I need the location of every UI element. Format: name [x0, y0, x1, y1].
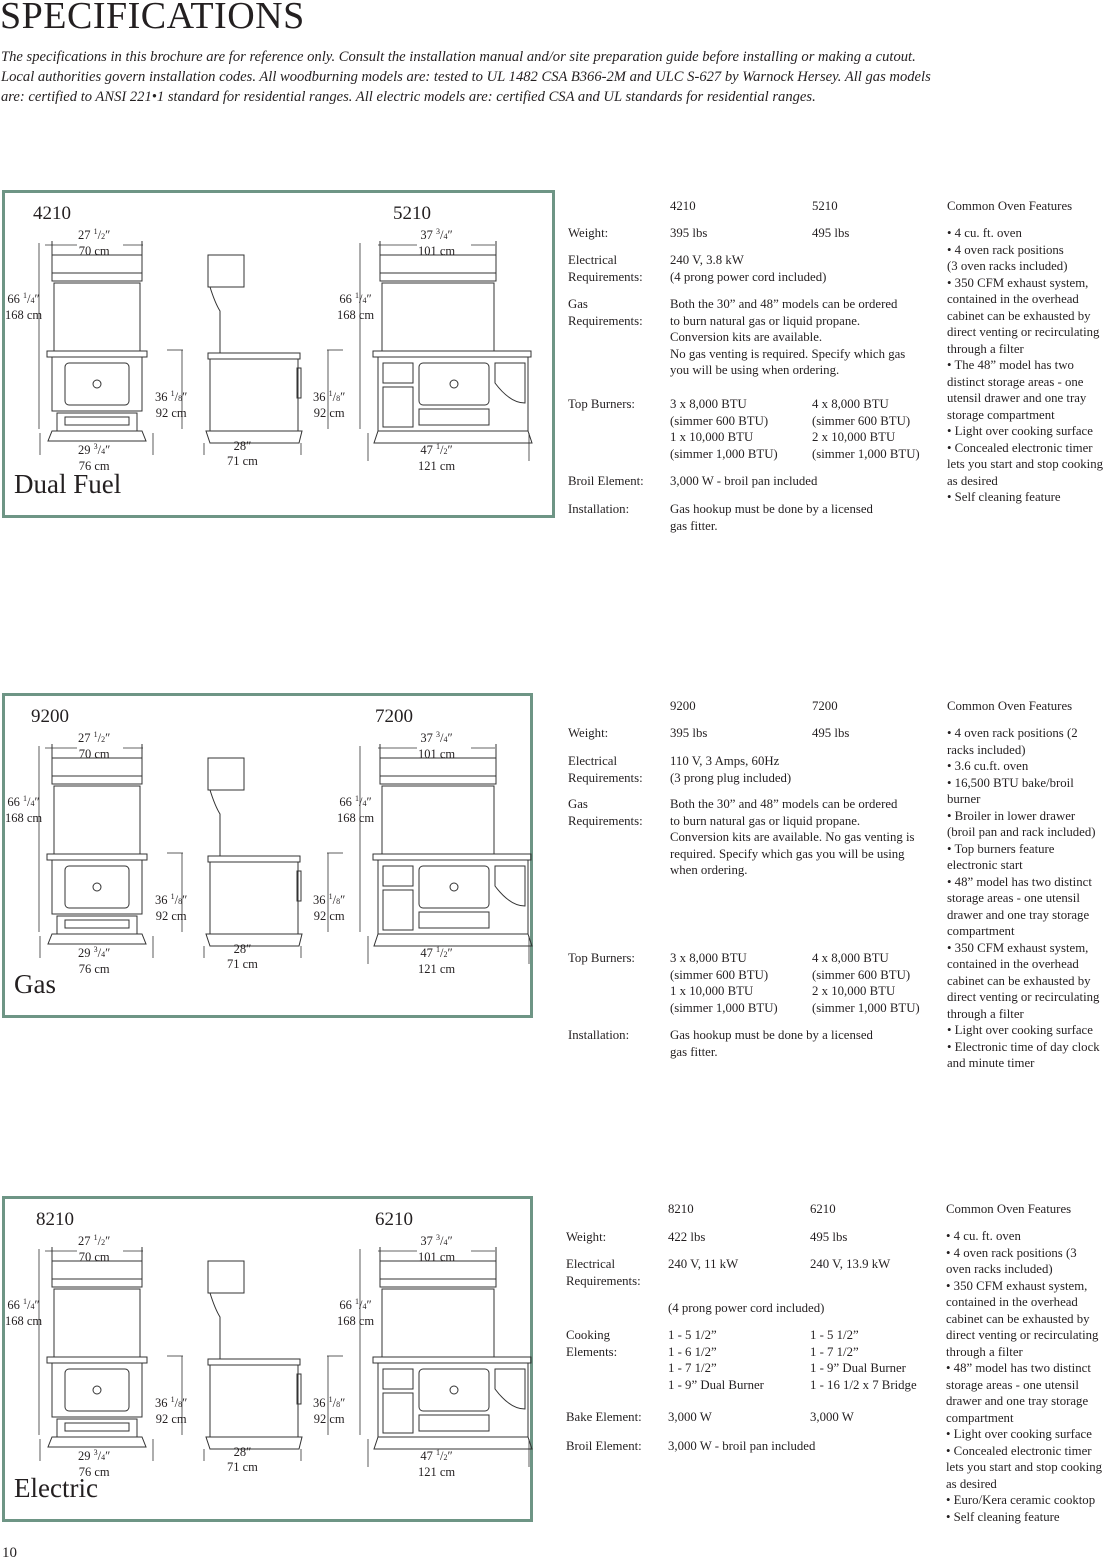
spec-value-model-a: 3,000 W — [668, 1410, 712, 1424]
features-list — [946, 1228, 1104, 1525]
spec-label: Electrical Requirements: — [568, 754, 643, 785]
features-list — [947, 225, 1104, 506]
dim-height-narrow-cm: 168 cm — [5, 811, 43, 826]
spec-value-model-b: 495 lbs — [812, 726, 850, 740]
spec-value-model-a: 240 V, 11 kW — [668, 1257, 739, 1271]
dim-depth-cm: 71 cm — [227, 454, 258, 468]
spec-label: Weight: — [568, 726, 609, 740]
dim-counter-height-cm: 92 cm — [155, 1412, 187, 1427]
dim-wide-width-inches: 37 $^3$/4″ — [420, 227, 453, 243]
spec-label: Gas Requirements: — [568, 297, 643, 328]
range-diagram-panel — [2, 693, 533, 1018]
spec-label: Cooking Elements: — [566, 1328, 618, 1359]
dim-wide-width-inches: 37 $^3$/4″ — [420, 730, 453, 746]
spec-value-model-b: 240 V, 13.9 kW — [810, 1257, 891, 1271]
feature-item: • Light over cooking surface — [947, 424, 1093, 438]
spec-label: Top Burners: — [568, 951, 635, 965]
range-diagram-panel — [2, 190, 555, 518]
page-number: 10 — [2, 1545, 17, 1561]
dim-wide-base-inches: 47 $^1$/2″ — [420, 1448, 453, 1464]
fuel-type-label: Electric — [14, 1473, 98, 1503]
feature-item: • Euro/Kera ceramic cooktop — [946, 1493, 1096, 1507]
dim-depth-inches: 28″ — [233, 942, 252, 956]
features-list — [947, 725, 1104, 1072]
spec-table — [566, 1201, 1104, 1561]
dim-height-narrow — [5, 1294, 42, 1329]
dim-wide-width-inches: 37 $^3$/4″ — [420, 1233, 453, 1249]
spec-value-model-a: 395 lbs — [670, 226, 708, 240]
dim-narrow-base-cm: 76 cm — [78, 1465, 110, 1480]
page-title: SPECIFICATIONS — [0, 0, 305, 37]
spec-value-model-a: 3,000 W - broil pan included — [668, 1439, 816, 1453]
spec-value-model-a: 3,000 W - broil pan included — [670, 474, 818, 488]
spec-value-model-b: 4 x 8,000 BTU (simmer 600 BTU) 2 x 10,000 BTU (simmer 1,000 BTU) — [812, 397, 920, 461]
dim-wide-width-cm: 101 cm — [418, 1250, 456, 1265]
spec-value-model-b: 1 - 5 1/2” 1 - 7 1/2” 1 - 9” Dual Burner 1 - 16 1/2 x 7 Bridge — [810, 1328, 917, 1392]
dim-narrow-width-cm: 70 cm — [78, 244, 110, 259]
dim-counter-height-inches: 36 $^1$/8″ — [155, 389, 188, 405]
model-number-wide: 5210 — [393, 203, 431, 224]
dim-wide-width-cm: 101 cm — [418, 747, 456, 762]
model-number-wide: 7200 — [375, 706, 413, 727]
dim-height-wide — [337, 288, 374, 323]
spec-value-model-a: 422 lbs — [668, 1230, 706, 1244]
dim-wide-base-cm: 121 cm — [418, 962, 456, 977]
dim-counter-height — [155, 889, 187, 924]
dim-height-wide-cm: 168 cm — [337, 811, 375, 826]
dim-height-wide — [337, 1294, 374, 1329]
dim-height-narrow — [5, 288, 42, 323]
dim-height-narrow-inches: 66 $^1$/4″ — [7, 794, 40, 810]
column-header-model-b: 6210 — [810, 1202, 836, 1216]
spec-label: Bake Element: — [566, 1410, 642, 1424]
dim-depth-cm: 71 cm — [227, 1460, 258, 1474]
dim-wide-width — [418, 1230, 455, 1265]
feature-item: • Self cleaning feature — [946, 1509, 1060, 1524]
feature-item: • 3.6 cu.ft. oven — [947, 759, 1029, 773]
dim-narrow-base-inches: 29 $^3$/4″ — [78, 1448, 111, 1464]
dim-narrow-width-cm: 70 cm — [78, 1250, 110, 1265]
dim-depth-inches: 28″ — [233, 439, 252, 453]
dim-counter-height-inches: 36 $^1$/8″ — [155, 892, 188, 908]
dim-narrow-width-inches: 27 $^1$/2″ — [78, 730, 111, 746]
column-header-features: Common Oven Features — [946, 1202, 1072, 1216]
dim-height-narrow-inches: 66 $^1$/4″ — [7, 291, 40, 307]
dim-height-wide-inches: 66 $^1$/4″ — [339, 291, 372, 307]
feature-item: • Concealed electronic timer lets you start and stop cooking as desired — [947, 440, 1104, 488]
dim-counter-height-wide-inches: 36 $^1$/8″ — [313, 892, 346, 908]
model-number-narrow: 4210 — [33, 203, 71, 224]
spec-table — [568, 698, 1104, 1070]
spec-value-model-b: 3,000 W — [810, 1410, 854, 1424]
dim-counter-height-wide-cm: 92 cm — [313, 406, 345, 421]
spec-label: Weight: — [566, 1230, 607, 1244]
dim-counter-height-wide-inches: 36 $^1$/8″ — [313, 389, 346, 405]
fuel-type-label: Gas — [14, 969, 56, 999]
feature-item: • 4 cu. ft. oven — [946, 1229, 1021, 1243]
dim-narrow-width-cm: 70 cm — [78, 747, 110, 762]
feature-item: • Electronic time of day clock and minute timer — [947, 1039, 1100, 1070]
dim-wide-base-inches: 47 $^1$/2″ — [420, 442, 453, 458]
feature-item: • Self cleaning feature — [947, 490, 1061, 504]
column-header-model-a: 9200 — [670, 699, 696, 713]
dim-counter-height-wide — [313, 1392, 345, 1427]
dim-narrow-width-inches: 27 $^1$/2″ — [78, 227, 111, 243]
feature-item: • 350 CFM exhaust system, contained in the overhead cabinet can be exhausted by direct venting or recirculating through a filter — [947, 275, 1100, 356]
dim-depth — [227, 942, 258, 972]
dim-height-wide-inches: 66 $^1$/4″ — [339, 794, 372, 810]
spec-value-model-a: Both the 30” and 48” models can be ordered to burn natural gas or liquid propane. Conversion kits are available. No gas venting is required. Specify which gas you will be using when ordering. — [670, 797, 915, 877]
dim-counter-height-wide — [313, 386, 345, 421]
dim-height-narrow — [5, 791, 42, 826]
dim-wide-base — [418, 1445, 455, 1480]
spec-value-model-a: 1 - 5 1/2” 1 - 6 1/2” 1 - 7 1/2” 1 - 9” Dual Burner — [668, 1328, 764, 1392]
intro-line: The specifications in this brochure are for reference only. Consult the installation manual and/or site preparation guide before installing or making a cutout. — [1, 49, 916, 65]
dim-wide-base — [418, 942, 455, 977]
column-header-model-b: 5210 — [812, 199, 838, 213]
dim-counter-height — [155, 1392, 187, 1427]
dim-narrow-width — [78, 224, 110, 259]
spec-label: Top Burners: — [568, 397, 635, 411]
feature-item: • Broiler in lower drawer (broil pan and rack included) — [947, 808, 1096, 839]
spec-value-model-b: 495 lbs — [810, 1230, 848, 1244]
dim-narrow-base-cm: 76 cm — [78, 459, 110, 474]
column-header-model-a: 8210 — [668, 1202, 694, 1216]
dim-wide-width — [418, 727, 455, 762]
spec-label: Weight: — [568, 226, 609, 240]
intro-line: Local authorities govern installation codes. All woodburning models are: tested to UL 1482 CSA B366-2M and ULC S-627 by Warnock Hersey. All gas models — [1, 69, 931, 85]
feature-item: • 48” model has two distinct storage areas - one utensil drawer and one tray storage compartment — [947, 874, 1092, 938]
spec-table — [568, 198, 1104, 558]
dim-height-wide-inches: 66 $^1$/4″ — [339, 1297, 372, 1313]
spec-label: Installation: — [568, 1028, 630, 1042]
spec-value-model-a: 395 lbs — [670, 726, 708, 740]
intro-paragraph — [1, 47, 1061, 107]
column-header-model-b: 7200 — [812, 699, 838, 713]
dim-counter-height — [155, 386, 187, 421]
spec-value-model-a: Both the 30” and 48” models can be ordered to burn natural gas or liquid propane. Conversion kits are available. No gas venting is required. Specify which gas you will be using when ordering. — [670, 297, 906, 377]
spec-value-model-a: (4 prong power cord included) — [668, 1301, 825, 1315]
dim-wide-base-cm: 121 cm — [418, 1465, 456, 1480]
dim-narrow-base-inches: 29 $^3$/4″ — [78, 945, 111, 961]
dim-wide-base-cm: 121 cm — [418, 459, 456, 474]
dim-counter-height-wide — [313, 889, 345, 924]
spec-label: Broil Element: — [568, 474, 644, 488]
spec-label: Electrical Requirements: — [568, 253, 643, 284]
dim-depth-cm: 71 cm — [227, 957, 258, 971]
dim-counter-height-wide-cm: 92 cm — [313, 909, 345, 924]
dim-height-narrow-cm: 168 cm — [5, 308, 43, 323]
spec-label: Electrical Requirements: — [566, 1257, 641, 1288]
fuel-type-label: Dual Fuel — [14, 469, 122, 499]
spec-value-model-a: 110 V, 3 Amps, 60Hz (3 prong plug included) — [670, 754, 792, 785]
dim-narrow-base-cm: 76 cm — [78, 962, 110, 977]
column-header-features: Common Oven Features — [947, 199, 1073, 213]
feature-item: • 4 oven rack positions (2 racks included) — [947, 726, 1078, 757]
model-number-narrow: 8210 — [36, 1209, 74, 1230]
dim-counter-height-wide-inches: 36 $^1$/8″ — [313, 1395, 346, 1411]
spec-value-model-b: 495 lbs — [812, 226, 850, 240]
dim-narrow-base — [78, 942, 110, 977]
feature-item: • 350 CFM exhaust system, contained in the overhead cabinet can be exhausted by direct venting or recirculating through a filter — [946, 1278, 1099, 1359]
dim-counter-height-inches: 36 $^1$/8″ — [155, 1395, 188, 1411]
spec-value-model-a: 3 x 8,000 BTU (simmer 600 BTU) 1 x 10,000 BTU (simmer 1,000 BTU) — [670, 951, 778, 1015]
feature-item: • Light over cooking surface — [947, 1023, 1093, 1037]
spec-label: Installation: — [568, 502, 630, 516]
feature-item: • 4 oven rack positions (3 oven racks included) — [946, 1245, 1077, 1276]
spec-label: Gas Requirements: — [568, 797, 643, 828]
intro-line: are: certified to ANSI 221•1 standard for residential ranges. All electric models are: certified CSA and UL standards for residential ranges. — [1, 89, 816, 105]
feature-item: • 48” model has two distinct storage areas - one utensil drawer and one tray storage compartment — [946, 1361, 1091, 1425]
dim-wide-base — [418, 439, 455, 474]
dim-wide-base-inches: 47 $^1$/2″ — [420, 945, 453, 961]
spec-value-model-b: 4 x 8,000 BTU (simmer 600 BTU) 2 x 10,000 BTU (simmer 1,000 BTU) — [812, 951, 920, 1015]
column-header-features: Common Oven Features — [947, 699, 1073, 713]
dim-wide-width — [418, 224, 455, 259]
dim-height-narrow-cm: 168 cm — [5, 1314, 43, 1329]
dim-height-wide — [337, 791, 374, 826]
feature-item: • Top burners feature electronic start — [947, 841, 1055, 872]
dim-narrow-width-inches: 27 $^1$/2″ — [78, 1233, 111, 1249]
spec-value-model-a: 240 V, 3.8 kW (4 prong power cord included) — [670, 253, 827, 284]
dim-narrow-base-inches: 29 $^3$/4″ — [78, 442, 111, 458]
dim-height-wide-cm: 168 cm — [337, 308, 375, 323]
dim-height-narrow-inches: 66 $^1$/4″ — [7, 1297, 40, 1313]
dim-counter-height-cm: 92 cm — [155, 909, 187, 924]
feature-item: • The 48” model has two distinct storage areas - one utensil drawer and one tray storage compartment — [947, 358, 1087, 422]
feature-item: • 350 CFM exhaust system, contained in the overhead cabinet can be exhausted by direct venting or recirculating through a filter — [947, 940, 1100, 1021]
dim-narrow-width — [78, 1230, 110, 1265]
spec-value-model-a: Gas hookup must be done by a licensed gas fitter. — [670, 502, 873, 533]
feature-item: • 4 oven rack positions (3 oven racks included) — [947, 242, 1068, 273]
dim-counter-height-cm: 92 cm — [155, 406, 187, 421]
dim-narrow-width — [78, 727, 110, 762]
feature-item: • 4 cu. ft. oven — [947, 226, 1022, 240]
spec-value-model-a: Gas hookup must be done by a licensed gas fitter. — [670, 1028, 873, 1059]
model-number-narrow: 9200 — [31, 706, 69, 727]
dim-depth — [227, 439, 258, 469]
dim-depth-inches: 28″ — [233, 1445, 252, 1459]
dim-depth — [227, 1445, 258, 1475]
model-number-wide: 6210 — [375, 1209, 413, 1230]
feature-item: • Light over cooking surface — [946, 1427, 1092, 1441]
range-diagram-panel — [2, 1196, 533, 1522]
spec-label: Broil Element: — [566, 1439, 642, 1453]
feature-item: • 16,500 BTU bake/broil burner — [947, 775, 1074, 806]
spec-value-model-a: 3 x 8,000 BTU (simmer 600 BTU) 1 x 10,000 BTU (simmer 1,000 BTU) — [670, 397, 778, 461]
feature-item: • Concealed electronic timer lets you start and stop cooking as desired — [946, 1443, 1103, 1491]
dim-wide-width-cm: 101 cm — [418, 244, 456, 259]
dim-counter-height-wide-cm: 92 cm — [313, 1412, 345, 1427]
column-header-model-a: 4210 — [670, 199, 696, 213]
dim-height-wide-cm: 168 cm — [337, 1314, 375, 1329]
